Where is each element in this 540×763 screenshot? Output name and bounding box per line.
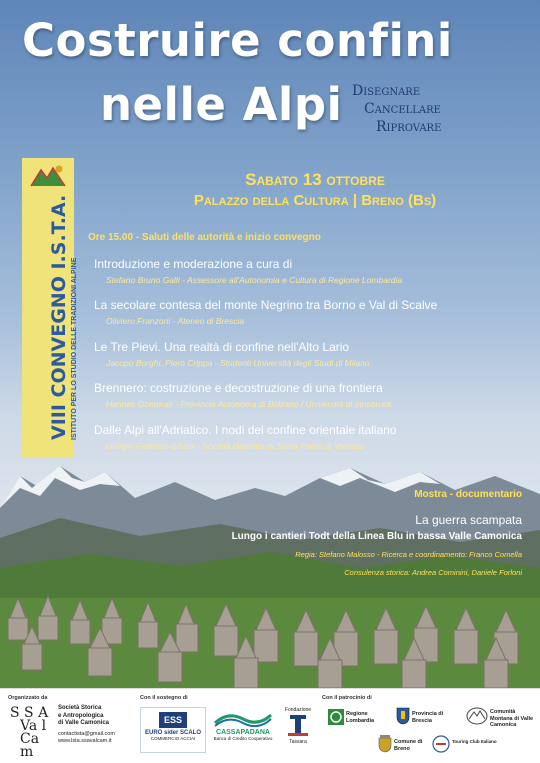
event-date: Sabato 13 ottobre [245,170,385,189]
verb-3: Riprovare [376,119,442,135]
talk-item [94,340,534,368]
exhibition-credit-direction: Regia: Stefano Malosso - Ricerca e coordinamento: Franco Comella [295,550,522,559]
exhibition-label: Mostra - documentario [414,489,522,500]
organizer-heading: Organizzato da [8,695,48,701]
support-heading: Con il sostegno di [140,695,188,701]
regione-lombardia-icon [328,709,344,725]
talk-title: Le Tre Pievi. Una realtà di confine nell'Alto Lario [94,340,350,354]
verb-2: Cancellare [364,101,441,117]
talk-speakers: Giorgio Federico Siboni - Società Dalmata di Storia Patria di Venezia [106,441,365,451]
provincia-brescia-name: Provincia di Brescia [412,711,444,724]
patron-heading: Con il patrocinio di [322,695,372,701]
poster-title-line-2: nelle Alpi [100,78,343,131]
talk-item [94,423,534,451]
program-opening: Ore 15.00 - Saluti delle autorità e inizio convegno [88,232,321,243]
verb-1: Disegnare [352,83,421,99]
conference-title: VIII CONVEGNO I.S.T.A. [48,194,70,440]
comune-breno-crest-icon [378,735,392,753]
provincia-brescia-crest-icon [396,707,410,725]
poster-title-line-1: Costruire confini [22,14,453,67]
organizer-website[interactable]: www.lsta.ssavalcam.it [58,738,112,744]
eurosider-logo: ESS EURO sider SCALO COMMERCIO ACCIAI [140,707,206,753]
ista-logo-icon [25,160,71,194]
talk-speakers: Stefano Bruno Galli - Assessore all'Autonomia e Cultura di Regione Lombardia [106,275,403,285]
talk-speakers: Oliviero Franzoni - Ateneo di Brescia [106,316,245,326]
fondazione-tassara-logo: Fondazione Tassara [284,707,312,745]
talk-speakers: Jacopo Borghi, Piero Crippa - Studenti Università degli Studi di Milano [106,358,370,368]
organizer-name: Società Storica e Antropologica di Valle Camonica [58,705,110,726]
cassapadana-logo: CASSAPADANA Banca di Credito Cooperativo [212,709,274,753]
event-venue: Palazzo della Cultura | Breno (Bs) [193,192,437,209]
touring-club-icon [432,735,450,753]
comunita-montana-logo-icon [466,707,488,725]
talk-title: Dalle Alpi all'Adriatico. I nodi del confine orientale italiano [94,423,397,437]
touring-club-name: Touring Club Italiano [452,739,497,744]
comune-breno-name: Comune di Breno [394,739,423,752]
ssa-valcam-logo: S S A Va l Ca m [10,705,49,760]
talk-title: La secolare contesa del monte Negrino tra Borno e Val di Scalve [94,298,438,312]
institute-name: ISTITUTO PER LO STUDIO DELLE TRADIZIONI ALPINE [71,257,78,440]
talk-title: Introduzione e moderazione a cura di [94,257,293,271]
exhibition-subtitle: Lungo i cantieri Todt della Linea Blu in bassa Valle Camonica [231,531,522,542]
tassara-emblem-icon [284,713,312,737]
regione-lombardia-name: Regione Lombardia [346,711,375,724]
exhibition-credit-consulting: Consulenza storica: Andrea Cominini, Daniele Forloni [344,568,522,577]
talk-title: Brennero: costruzione e decostruzione di una frontiera [94,381,383,395]
comunita-montana-name: Comunità Montana di Valle Camonica [490,709,534,728]
talk-item [94,381,534,409]
subtitle-verbs [352,82,441,136]
talk-item [94,257,534,285]
conference-band-text [48,194,78,440]
talk-speakers: Hannes Obermair - Provincia Autonoma di Bolzano / Università di Innsbruck [106,399,392,409]
sponsor-footer [0,688,540,763]
exhibition-title: La guerra scampata [415,513,522,527]
talk-item [94,298,534,326]
organizer-email[interactable]: contactista@gmail.com [58,731,115,737]
cassapadana-wave-icon [213,709,273,727]
organizer-contact [58,731,115,745]
